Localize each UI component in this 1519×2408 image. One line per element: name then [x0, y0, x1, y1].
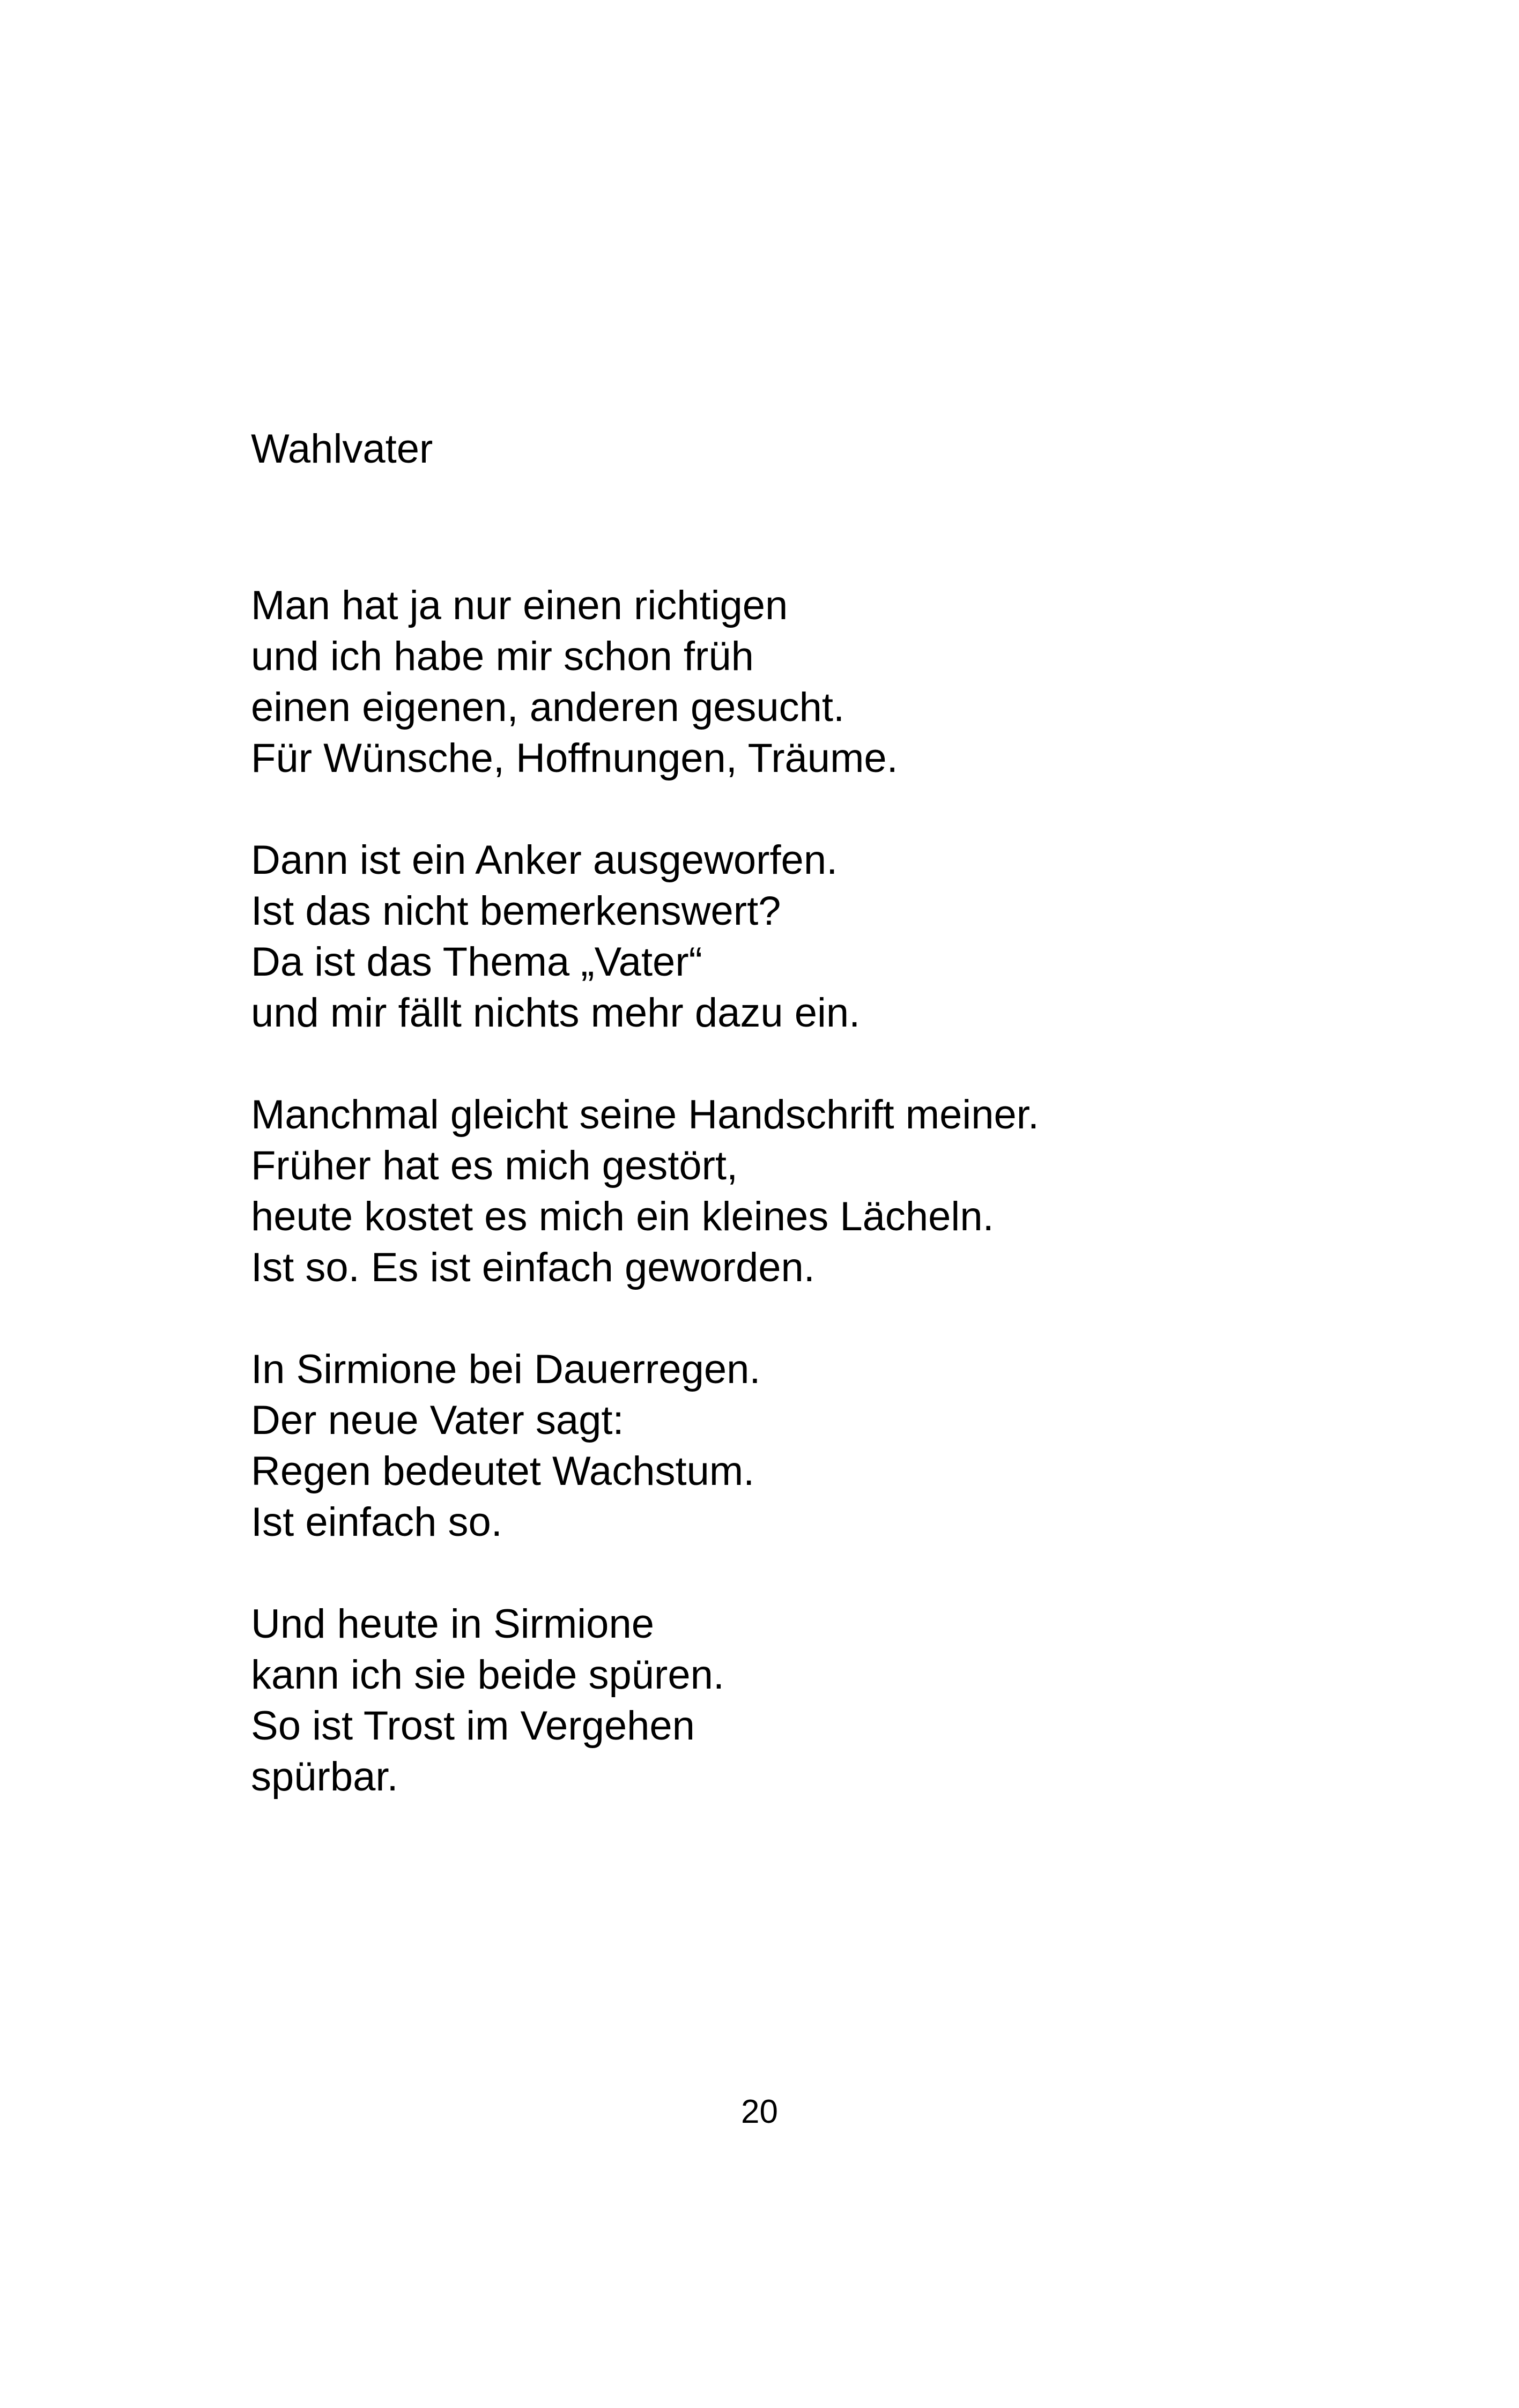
poem-line: Ist einfach so.: [251, 1499, 502, 1545]
poem-line: Früher hat es mich gestört,: [251, 1143, 738, 1188]
stanza-5: [251, 1599, 1431, 1802]
poem-line: Man hat ja nur einen richtigen: [251, 583, 788, 628]
poem-line: Manchmal gleicht seine Handschrift meiner.: [251, 1092, 1040, 1138]
poem-line: In Sirmione bei Dauerregen.: [251, 1347, 761, 1392]
stanza-3: [251, 1089, 1431, 1293]
poem-line: So ist Trost im Vergehen: [251, 1703, 695, 1749]
stanza-4: [251, 1344, 1431, 1548]
poem-line: und mir fällt nichts mehr dazu ein.: [251, 990, 861, 1036]
poem-line: Ist so. Es ist einfach geworden.: [251, 1245, 815, 1290]
poem-line: Für Wünsche, Hoffnungen, Träume.: [251, 735, 898, 781]
poem-line: Da ist das Thema „Vater“: [251, 939, 702, 985]
poem-line: heute kostet es mich ein kleines Lächeln.: [251, 1194, 994, 1239]
poem-line: und ich habe mir schon früh: [251, 634, 754, 679]
stanza-1: [251, 580, 1431, 784]
poem-line: spürbar.: [251, 1754, 398, 1800]
poem-line: Regen bedeutet Wachstum.: [251, 1448, 755, 1494]
poem-line: Ist das nicht bemerkenswert?: [251, 888, 781, 934]
stanza-2: [251, 835, 1431, 1038]
poem-line: Der neue Vater sagt:: [251, 1398, 624, 1443]
poem-line: kann ich sie beide spüren.: [251, 1652, 725, 1698]
poem-line: Dann ist ein Anker ausgeworfen.: [251, 837, 838, 883]
page-number: 20: [741, 2093, 778, 2130]
poem-body: [251, 580, 1431, 1853]
poem-title: Wahlvater: [251, 426, 433, 472]
poem-line: einen eigenen, anderen gesucht.: [251, 685, 845, 730]
poem-line: Und heute in Sirmione: [251, 1601, 654, 1647]
